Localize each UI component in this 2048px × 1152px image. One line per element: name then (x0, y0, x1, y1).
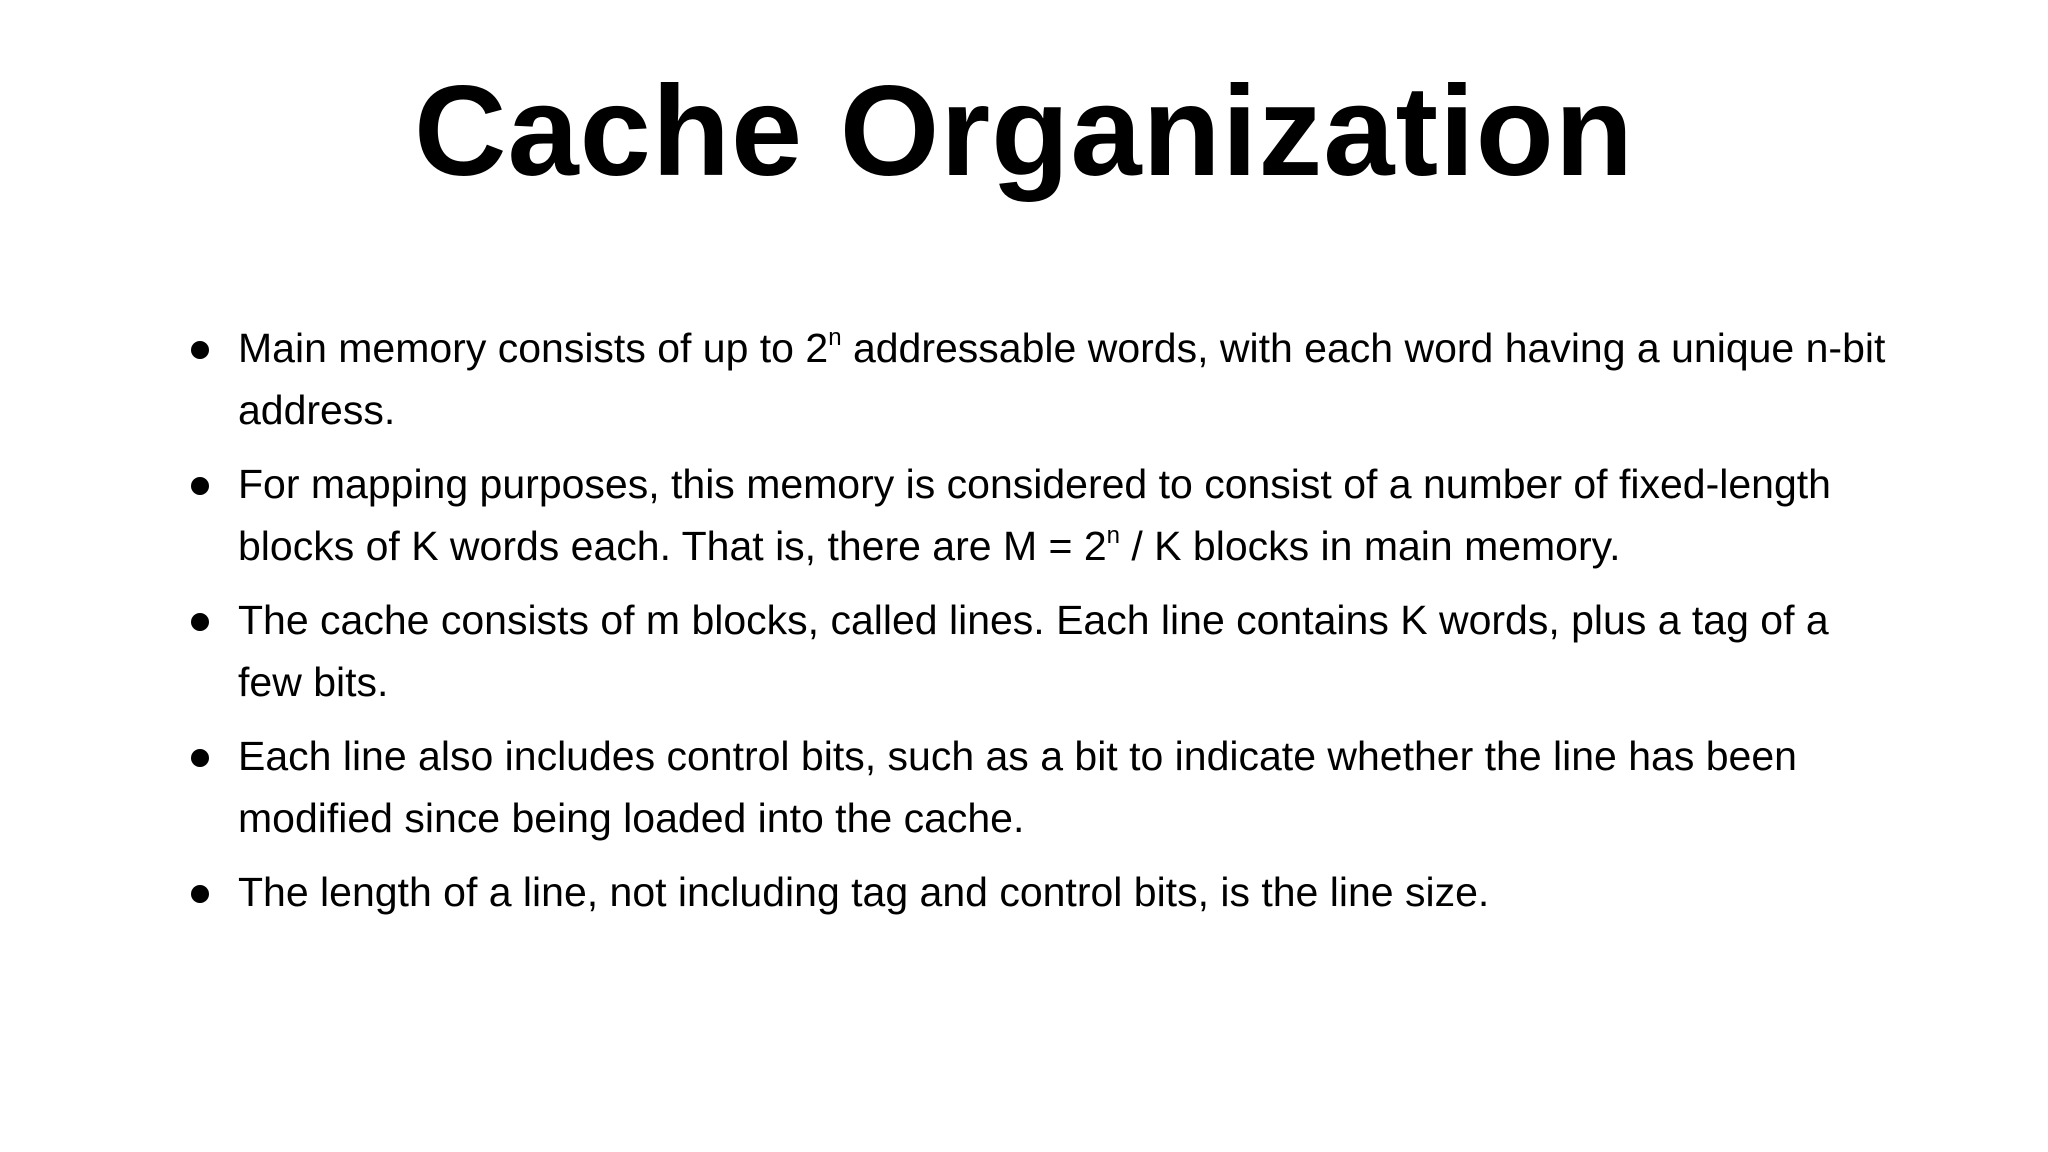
bullet-item (181, 725, 1901, 849)
slide-title: Cache Organization (414, 60, 1634, 203)
bullet-text-part: The cache consists of m blocks, called lines. Each line contains K words, plus a tag of a few bits. (238, 597, 1829, 705)
bullet-text-part: Main memory consists of up to 2 (238, 325, 829, 371)
bullet-text-part: For mapping purposes, this memory is considered to consist of a number of fixed-length blocks of K words each. That is, there are M = 2 (238, 461, 1831, 569)
bullet-item (181, 589, 1901, 713)
bullet-icon (191, 613, 209, 631)
bullet-text (238, 597, 1829, 705)
bullet-text (238, 733, 1797, 841)
bullet-item (181, 861, 1901, 923)
bullet-text-part: / K blocks in main memory. (1120, 523, 1621, 569)
bullet-item (181, 317, 1901, 441)
bullet-list (181, 317, 1901, 935)
bullet-text-part: addressable words, with each word having a unique n-bit address. (238, 325, 1886, 433)
bullet-text (238, 869, 1489, 915)
bullet-icon (191, 885, 209, 903)
bullet-icon (191, 477, 209, 495)
bullet-icon (191, 341, 209, 359)
bullet-icon (191, 749, 209, 767)
superscript-exponent: n (1106, 522, 1120, 550)
superscript-exponent: n (828, 324, 842, 352)
bullet-text (238, 325, 1885, 433)
bullet-text (238, 461, 1831, 569)
bullet-item (181, 453, 1901, 577)
bullet-text-part: The length of a line, not including tag and control bits, is the line size. (238, 869, 1490, 915)
bullet-text-part: Each line also includes control bits, such as a bit to indicate whether the line has been modified since being loaded into the cache. (238, 733, 1797, 841)
